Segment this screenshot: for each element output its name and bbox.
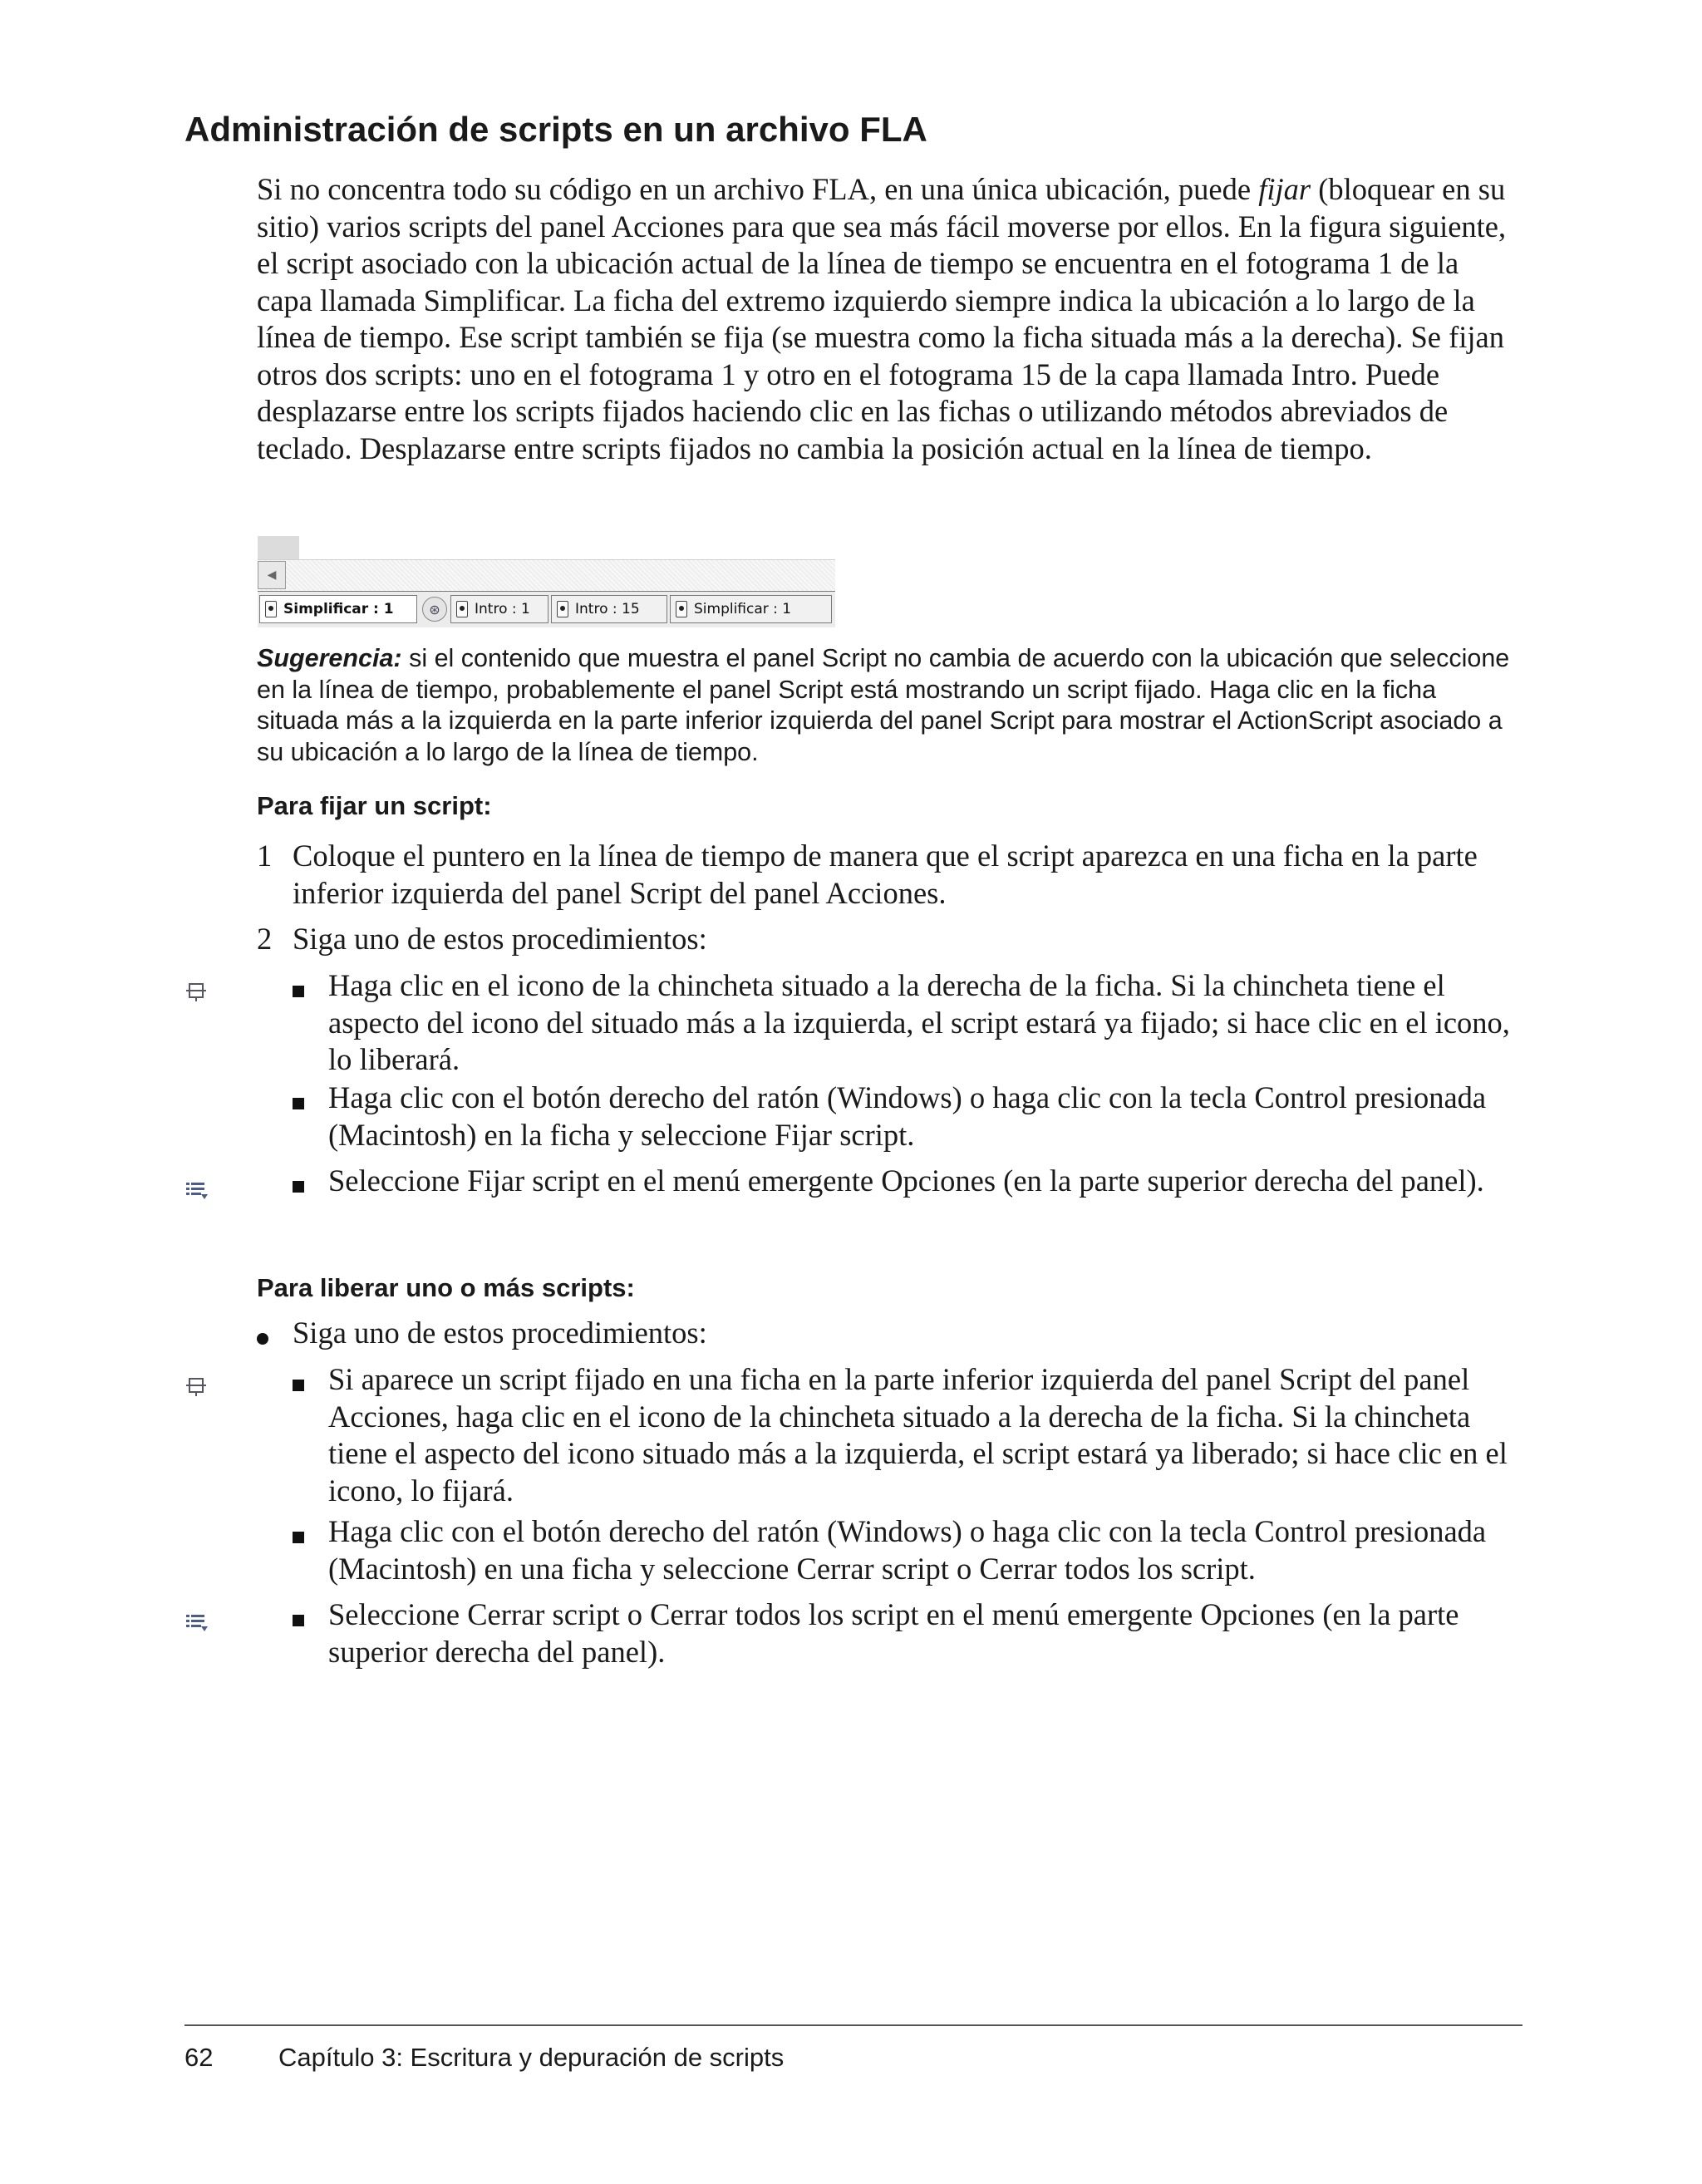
footer-rule [184, 2024, 1522, 2026]
tip-label: Sugerencia: [257, 644, 402, 672]
script-tab-icon [456, 601, 468, 617]
tab-label: Simplificar : 1 [283, 601, 394, 617]
pin-procedure-heading: Para fijar un script: [257, 791, 492, 820]
scroll-left-icon[interactable]: ◀ [258, 561, 286, 589]
pin-icon [184, 1375, 209, 1397]
list-item: Seleccione Cerrar script o Cerrar todos los script en el menú emergente Opciones (en la parte superior derecha del panel). [328, 1597, 1459, 1669]
list-item: Haga clic con el botón derecho del ratón (Windows) o haga clic con la tecla Control presionada (Macintosh) en la ficha y seleccione Fijar script. [328, 1080, 1487, 1152]
chapter-title: Capítulo 3: Escritura y depuración de scripts [278, 2043, 785, 2072]
bullet-marker [293, 1181, 304, 1193]
script-tab-icon [676, 601, 687, 617]
script-tab-strip-figure [258, 536, 835, 627]
intro-text-after: (bloquear en su sitio) varios scripts del panel Acciones para que sea más fácil moverse por ellos. En la figura siguiente, el script asociado con la ubicación actual de la línea de tiempo se encuentra en el fotograma 1 de la capa llamada Simplificar. La ficha del extremo izquierdo siempre indica la ubicación a lo largo de la línea de tiempo. Ese script también se fija (se muestra como la ficha situada más a la derecha). Se fijan otros dos scripts: uno en el fotograma 1 y otro en el fotograma 15 de la capa llamada Intro. Puede desplazarse entre los scripts fijados haciendo clic en las fichas o utilizando métodos abreviados de teclado. Desplazarse entre scripts fijados no cambia la posición actual en la línea de tiempo. [257, 172, 1507, 465]
section-title: Administración de scripts en un archivo FLA [184, 110, 927, 149]
tab-label: Intro : 1 [475, 601, 530, 617]
intro-text-before: Si no concentra todo su código en un archivo FLA, en una única ubicación, puede [257, 172, 1259, 206]
intro-emphasis: fijar [1258, 172, 1311, 206]
intro-paragraph [257, 171, 1520, 467]
list-item: Seleccione Fijar script en el menú emergente Opciones (en la parte superior derecha del panel). [328, 1163, 1484, 1198]
options-menu-icon [184, 1180, 209, 1202]
tab-bar [258, 591, 835, 627]
bullet-marker [293, 1532, 304, 1543]
script-tab-icon [265, 601, 277, 617]
options-menu-icon [184, 1612, 209, 1634]
tab-label: Simplificar : 1 [694, 601, 792, 617]
bullet-marker [293, 986, 304, 997]
tab-pinned-intro-15[interactable] [551, 595, 667, 623]
list-item: Haga clic con el botón derecho del ratón (Windows) o haga clic con la tecla Control presionada (Macintosh) en una ficha y seleccione Cerrar script o Cerrar todos los script. [328, 1514, 1487, 1586]
bullet-marker [293, 1380, 304, 1391]
bullet-marker [293, 1098, 304, 1109]
tip-text: si el contenido que muestra el panel Script no cambia de acuerdo con la ubicación que seleccione en la línea de tiempo, probablemente el panel Script está mostrando un script fijado. Haga clic en la ficha situada más a la izquierda en la parte inferior izquierda del panel Script para mostrar el ActionScript asociado a su ubicación a lo largo de la línea de tiempo. [257, 644, 1510, 766]
tab-label: Intro : 15 [575, 601, 640, 617]
step-text: Siga uno de estos procedimientos: [293, 922, 707, 956]
step-text: Coloque el puntero en la línea de tiempo de manera que el script aparezca en una ficha en la parte inferior izquierda del panel Script del panel Acciones. [293, 839, 1478, 910]
bullet-marker [257, 1333, 268, 1345]
figure-scroll-area [258, 559, 835, 592]
tab-pinned-intro-1[interactable] [450, 595, 548, 623]
step-number: 1 [257, 839, 273, 873]
list-item: Si aparece un script fijado en una ficha en la parte inferior izquierda del panel Script del panel Acciones, haga clic en el icono de la chincheta situado a la derecha de la ficha. Si la chincheta tiene el aspecto del icono situado más a la izquierda, el script estará ya liberado; si hace clic en el icono, lo fijará. [328, 1362, 1508, 1508]
pin-icon [184, 981, 209, 1002]
tip-note [257, 643, 1520, 768]
script-tab-icon [557, 601, 568, 617]
list-item: Haga clic en el icono de la chincheta situado a la derecha de la ficha. Si la chincheta tiene el aspecto del icono del situado más a la izquierda, el script estará ya fijado; si hace clic en el icono, lo liberará. [328, 968, 1510, 1076]
tab-pinned-simplificar-1[interactable] [670, 595, 832, 623]
pin-icon[interactable]: ⊛ [422, 597, 447, 622]
step-number: 2 [257, 922, 273, 956]
step-text: Siga uno de estos procedimientos: [293, 1316, 707, 1350]
bullet-marker [293, 1615, 304, 1626]
unpin-procedure-heading: Para liberar uno o más scripts: [257, 1273, 635, 1302]
tab-current-location[interactable] [259, 595, 417, 623]
figure-top-area [258, 536, 299, 559]
page-number: 62 [184, 2043, 214, 2072]
